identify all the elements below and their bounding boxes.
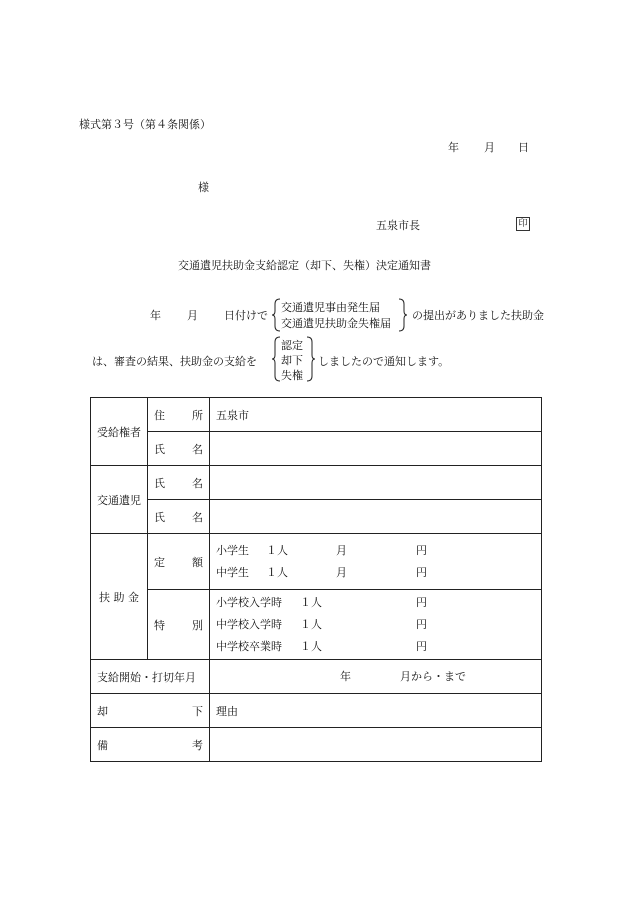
form-number: 様式第３号（第４条関係）	[79, 118, 211, 131]
body-line2-suffix: しましたので通知します。	[318, 355, 450, 368]
fixed-amount-cell	[210, 534, 542, 590]
decision-option-3: 失権	[281, 369, 303, 382]
orphan-name-label-1: 氏 名	[148, 466, 210, 500]
report-option-1: 交通遺児事由発生届	[281, 301, 380, 314]
issuer-name: 五泉市長	[376, 219, 420, 232]
date-month-label: 月	[484, 141, 495, 154]
body-month-label: 月	[187, 309, 198, 322]
orphan-name-value-1	[210, 466, 542, 500]
rejection-reason: 理由	[210, 694, 542, 728]
period-value: 年 月から・まで	[210, 660, 542, 694]
date-day-label: 日	[518, 141, 529, 154]
date-year-label: 年	[448, 141, 459, 154]
fixed-row-elementary: 小学生 １人 月 円	[216, 543, 427, 557]
decision-option-1: 認定	[281, 339, 303, 352]
orphan-name-label-2: 氏 名	[148, 500, 210, 534]
special-amount-label: 特 別	[148, 590, 210, 660]
body-line2-prefix: は、審査の結果、扶助金の支給を	[92, 355, 257, 368]
recipient-address-value: 五泉市	[210, 398, 542, 432]
body-year-label: 年	[150, 309, 161, 322]
decision-option-2: 却下	[281, 354, 303, 367]
document-title: 交通遺児扶助金支給認定（却下、失権）決定通知書	[178, 259, 431, 272]
body-day-prefix: 日付けで	[224, 309, 268, 322]
fixed-amount-label: 定 額	[148, 534, 210, 590]
remarks-value	[210, 728, 542, 762]
allowance-group-label: 扶 助 金	[91, 534, 148, 660]
special-row-elementary-entry: 小学校入学時 １人 円	[216, 595, 427, 609]
report-options-brace	[272, 298, 412, 332]
recipient-name-label: 氏 名	[148, 432, 210, 466]
orphan-name-value-2	[210, 500, 542, 534]
addressee-suffix: 様	[198, 181, 209, 194]
period-label: 支給開始・打切年月	[91, 660, 210, 694]
recipient-address-label: 住 所	[148, 398, 210, 432]
orphan-group-label: 交通遺児	[91, 466, 148, 534]
special-row-junior-graduation: 中学校卒業時 １人 円	[216, 639, 427, 653]
allowance-table	[90, 397, 542, 762]
special-row-junior-entry: 中学校入学時 １人 円	[216, 617, 427, 631]
decision-options-brace	[272, 336, 316, 382]
special-amount-cell	[210, 590, 542, 660]
body-line1-suffix: の提出がありました扶助金	[412, 309, 544, 322]
report-option-2: 交通遺児扶助金失権届	[281, 317, 391, 330]
rejection-label: 却 下	[91, 694, 210, 728]
fixed-row-junior-high: 中学生 １人 月 円	[216, 565, 427, 579]
recipient-group-label: 受給権者	[91, 398, 148, 466]
remarks-label: 備 考	[91, 728, 210, 762]
recipient-name-value	[210, 432, 542, 466]
seal-mark: 印	[516, 217, 530, 231]
